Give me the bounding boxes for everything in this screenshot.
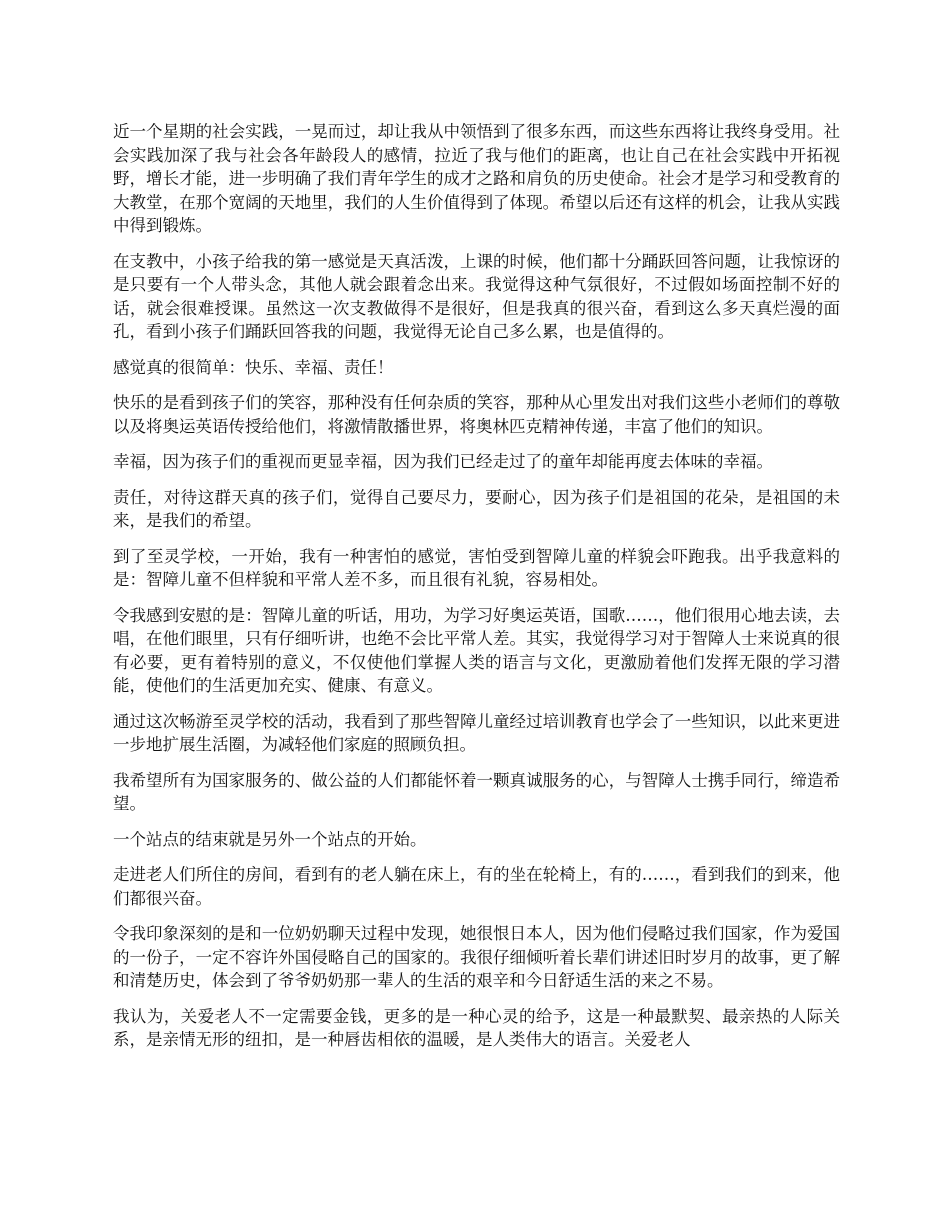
paragraph: 一个站点的结束就是另外一个站点的开始。	[113, 829, 427, 849]
paragraph: 令我印象深刻的是和一位奶奶聊天过程中发现，她很恨日本人，因为他们侵略过我们国家，作为爱国的一份子，一定不容许外国侵略自己的国家的。我很仔细倾听着长辈们讲述旧时岁月的故事，更了解和清楚历史，体会到了爷爷奶奶那一辈人的生活的艰辛和今日舒适生活的来之不易。	[113, 924, 840, 990]
paragraph: 令我感到安慰的是：智障儿童的听话，用功，为学习好奥运英语，国歌……，他们很用心地去读，去唱，在他们眼里，只有仔细听讲，也绝不会比平常人差。其实，我觉得学习对于智障人士来说真的很有必要，更有着特别的意义，不仅使他们掌握人类的语言与文化，更激励着他们发挥无限的学习潜能，使他们的生活更加充实、健康、有意义。	[113, 605, 840, 695]
paragraph: 通过这次畅游至灵学校的活动，我看到了那些智障儿童经过培训教育也学会了一些知识，以此来更进一步地扩展生活圈，为减轻他们家庭的照顾负担。	[113, 711, 840, 754]
paragraph: 我希望所有为国家服务的、做公益的人们都能怀着一颗真诚服务的心，与智障人士携手同行，缔造希望。	[113, 770, 840, 813]
paragraph: 快乐的是看到孩子们的笑容，那种没有任何杂质的笑容，那种从心里发出对我们这些小老师们的尊敬以及将奥运英语传授给他们，将激情散播世界，将奥林匹克精神传递，丰富了他们的知识。	[113, 393, 840, 436]
paragraph: 我认为，关爱老人不一定需要金钱，更多的是一种心灵的给予，这是一种最默契、最亲热的人际关系，是亲情无形的纽扣，是一种唇齿相依的温暖，是人类伟大的语言。关爱老人	[113, 1006, 840, 1049]
paragraph: 幸福，因为孩子们的重视而更显幸福，因为我们已经走过了的童年却能再度去体味的幸福。	[113, 452, 773, 471]
paragraph: 走进老人们所住的房间，看到有的老人躺在床上，有的坐在轮椅上，有的……，看到我们的到来，他们都很兴奋。	[113, 865, 840, 908]
paragraph: 感觉真的很简单：快乐、幸福、责任！	[113, 357, 394, 377]
document-body	[113, 120, 840, 1064]
paragraph: 责任，对待这群天真的孩子们，觉得自己要尽力，要耐心，因为孩子们是祖国的花朵，是祖国的未来，是我们的希望。	[113, 487, 840, 530]
paragraph: 在支教中，小孩子给我的第一感觉是天真活泼，上课的时候，他们都十分踊跃回答问题，让我惊讶的是只要有一个人带头念，其他人就会跟着念出来。我觉得这种气氛很好，不过假如场面控制不好的话，就会很难授课。虽然这一次支教做得不是很好，但是我真的很兴奋，看到这么多天真烂漫的面孔，看到小孩子们踊跃回答我的问题，我觉得无论自己多么累，也是值得的。	[113, 251, 840, 341]
paragraph: 到了至灵学校，一开始，我有一种害怕的感觉，害怕受到智障儿童的样貌会吓跑我。出乎我意料的是：智障儿童不但样貌和平常人差不多，而且很有礼貌，容易相处。	[113, 546, 840, 589]
paragraph: 近一个星期的社会实践，一晃而过，却让我从中领悟到了很多东西，而这些东西将让我终身受用。社会实践加深了我与社会各年龄段人的感情，拉近了我与他们的距离，也让自己在社会实践中开拓视野，增长才能，进一步明确了我们青年学生的成才之路和肩负的历史使命。社会才是学习和受教育的大教堂，在那个宽阔的天地里，我们的人生价值得到了体现。希望以后还有这样的机会，让我从实践中得到锻炼。	[113, 122, 840, 235]
